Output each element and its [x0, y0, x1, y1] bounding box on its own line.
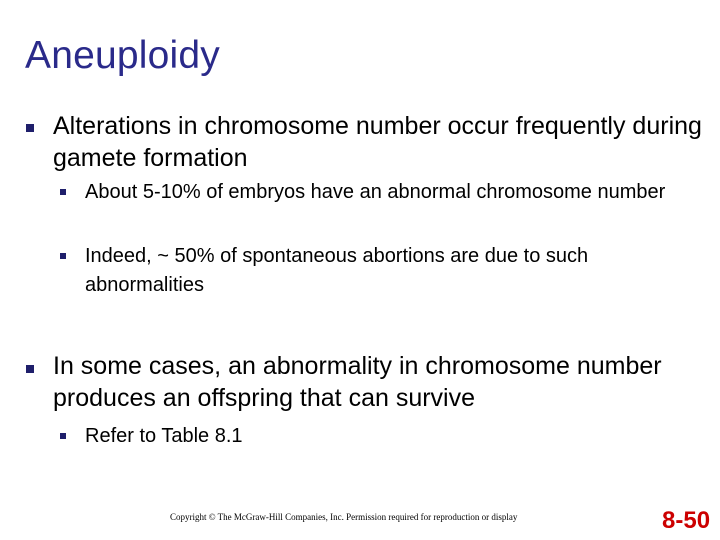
- square-bullet-icon: [60, 253, 66, 259]
- copyright-notice: Copyright © The McGraw-Hill Companies, Inc. Permission required for reproduction or display: [170, 512, 518, 522]
- bullet-1-text: Alterations in chromosome number occur frequently during gamete formation: [53, 112, 702, 172]
- square-bullet-icon: [26, 124, 34, 132]
- sub-bullet-1-2-text: Indeed, ~ 50% of spontaneous abortions are due to such abnormalities: [85, 245, 589, 296]
- square-bullet-icon: [60, 433, 66, 439]
- sub-bullet-1-1-text: About 5-10% of embryos have an abnormal chromosome number: [85, 181, 666, 203]
- bullet-2-text: In some cases, an abnormality in chromosome number produces an offspring that can survive: [53, 352, 662, 412]
- slide-number: 8-50: [662, 507, 711, 534]
- sub-bullet-2-1-text: Refer to Table 8.1: [85, 425, 243, 447]
- slide-title: Aneuploidy: [25, 34, 220, 77]
- square-bullet-icon: [26, 365, 34, 373]
- square-bullet-icon: [60, 189, 66, 195]
